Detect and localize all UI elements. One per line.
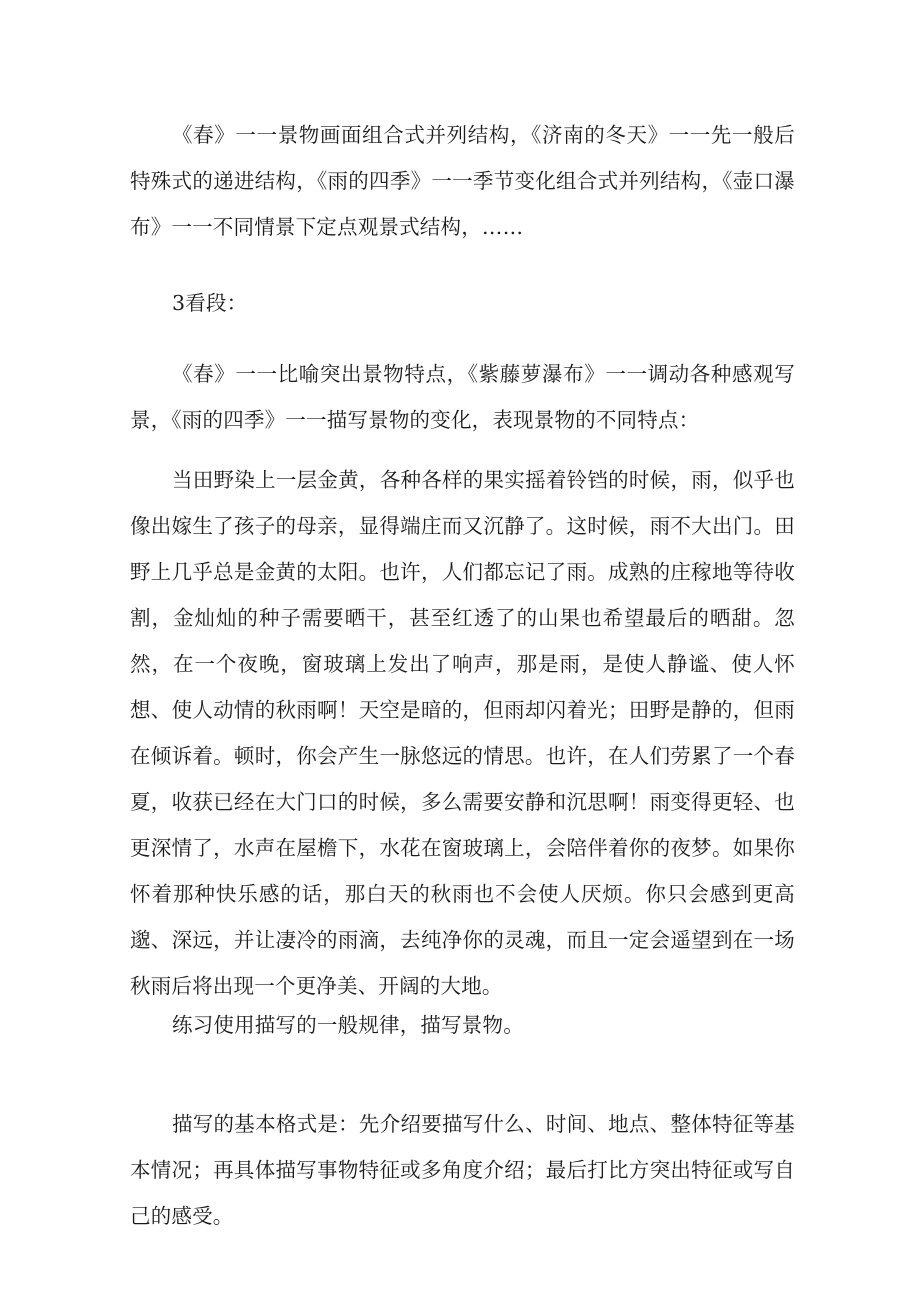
section-heading-look-at-paragraphs: 3看段： — [172, 291, 248, 315]
paragraph-basic-format: 描写的基本格式是：先介绍要描写什么、时间、地点、整体特征等基本情况；再具体描写事物特征或多角度介绍；最后打比方突出特征或写自己的感受。 — [130, 1112, 795, 1228]
paragraph-technique-examples: 《春》一一比喻突出景物特点，《紫藤萝瀑布》一一调动各种感观写景，《雨的四季》一一描写景物的变化，表现景物的不同特点： — [130, 362, 795, 432]
paragraph-practice-instruction: 练习使用描写的一般规律，描写景物。 — [172, 1013, 524, 1037]
paragraph-structure-examples: 《春》一一景物画面组合式并列结构，《济南的冬天》一一先一般后特殊式的递进结构，《雨的四季》一一季节变化组合式并列结构，《壶口瀑布》一一不同情景下定点观景式结构，…… — [130, 123, 795, 239]
paragraph-autumn-rain-excerpt: 当田野染上一层金黄，各种各样的果实摇着铃铛的时候，雨，似乎也像出嫁生了孩子的母亲，显得端庄而又沉静了。这时候，雨不大出门。田野上几乎总是金黄的太阳。也许，人们都忘记了雨。成熟的庄稼地等待收割，金灿灿的种子需要晒干，甚至红透了的山果也希望最后的晒甜。忽然，在一个夜晚，窗玻璃上发出了响声，那是雨，是使人静谧、使人怀想、使人动情的秋雨啊！天空是暗的，但雨却闪着光；田野是静的，但雨在倾诉着。顿时，你会产生一脉悠远的情思。也许，在人们劳累了一个春夏，收获已经在大门口的时候，多么需要安静和沉思啊！雨变得更轻、也更深情了，水声在屋檐下，水花在窗玻璃上，会陪伴着你的夜梦。如果你怀着那种快乐感的话，那白天的秋雨也不会使人厌烦。你只会感到更高邈、深远，并让凄冷的雨滴，去纯净你的灵魂，而且一定会遥望到在一场秋雨后将出现一个更净美、开阔的大地。 — [130, 468, 795, 998]
